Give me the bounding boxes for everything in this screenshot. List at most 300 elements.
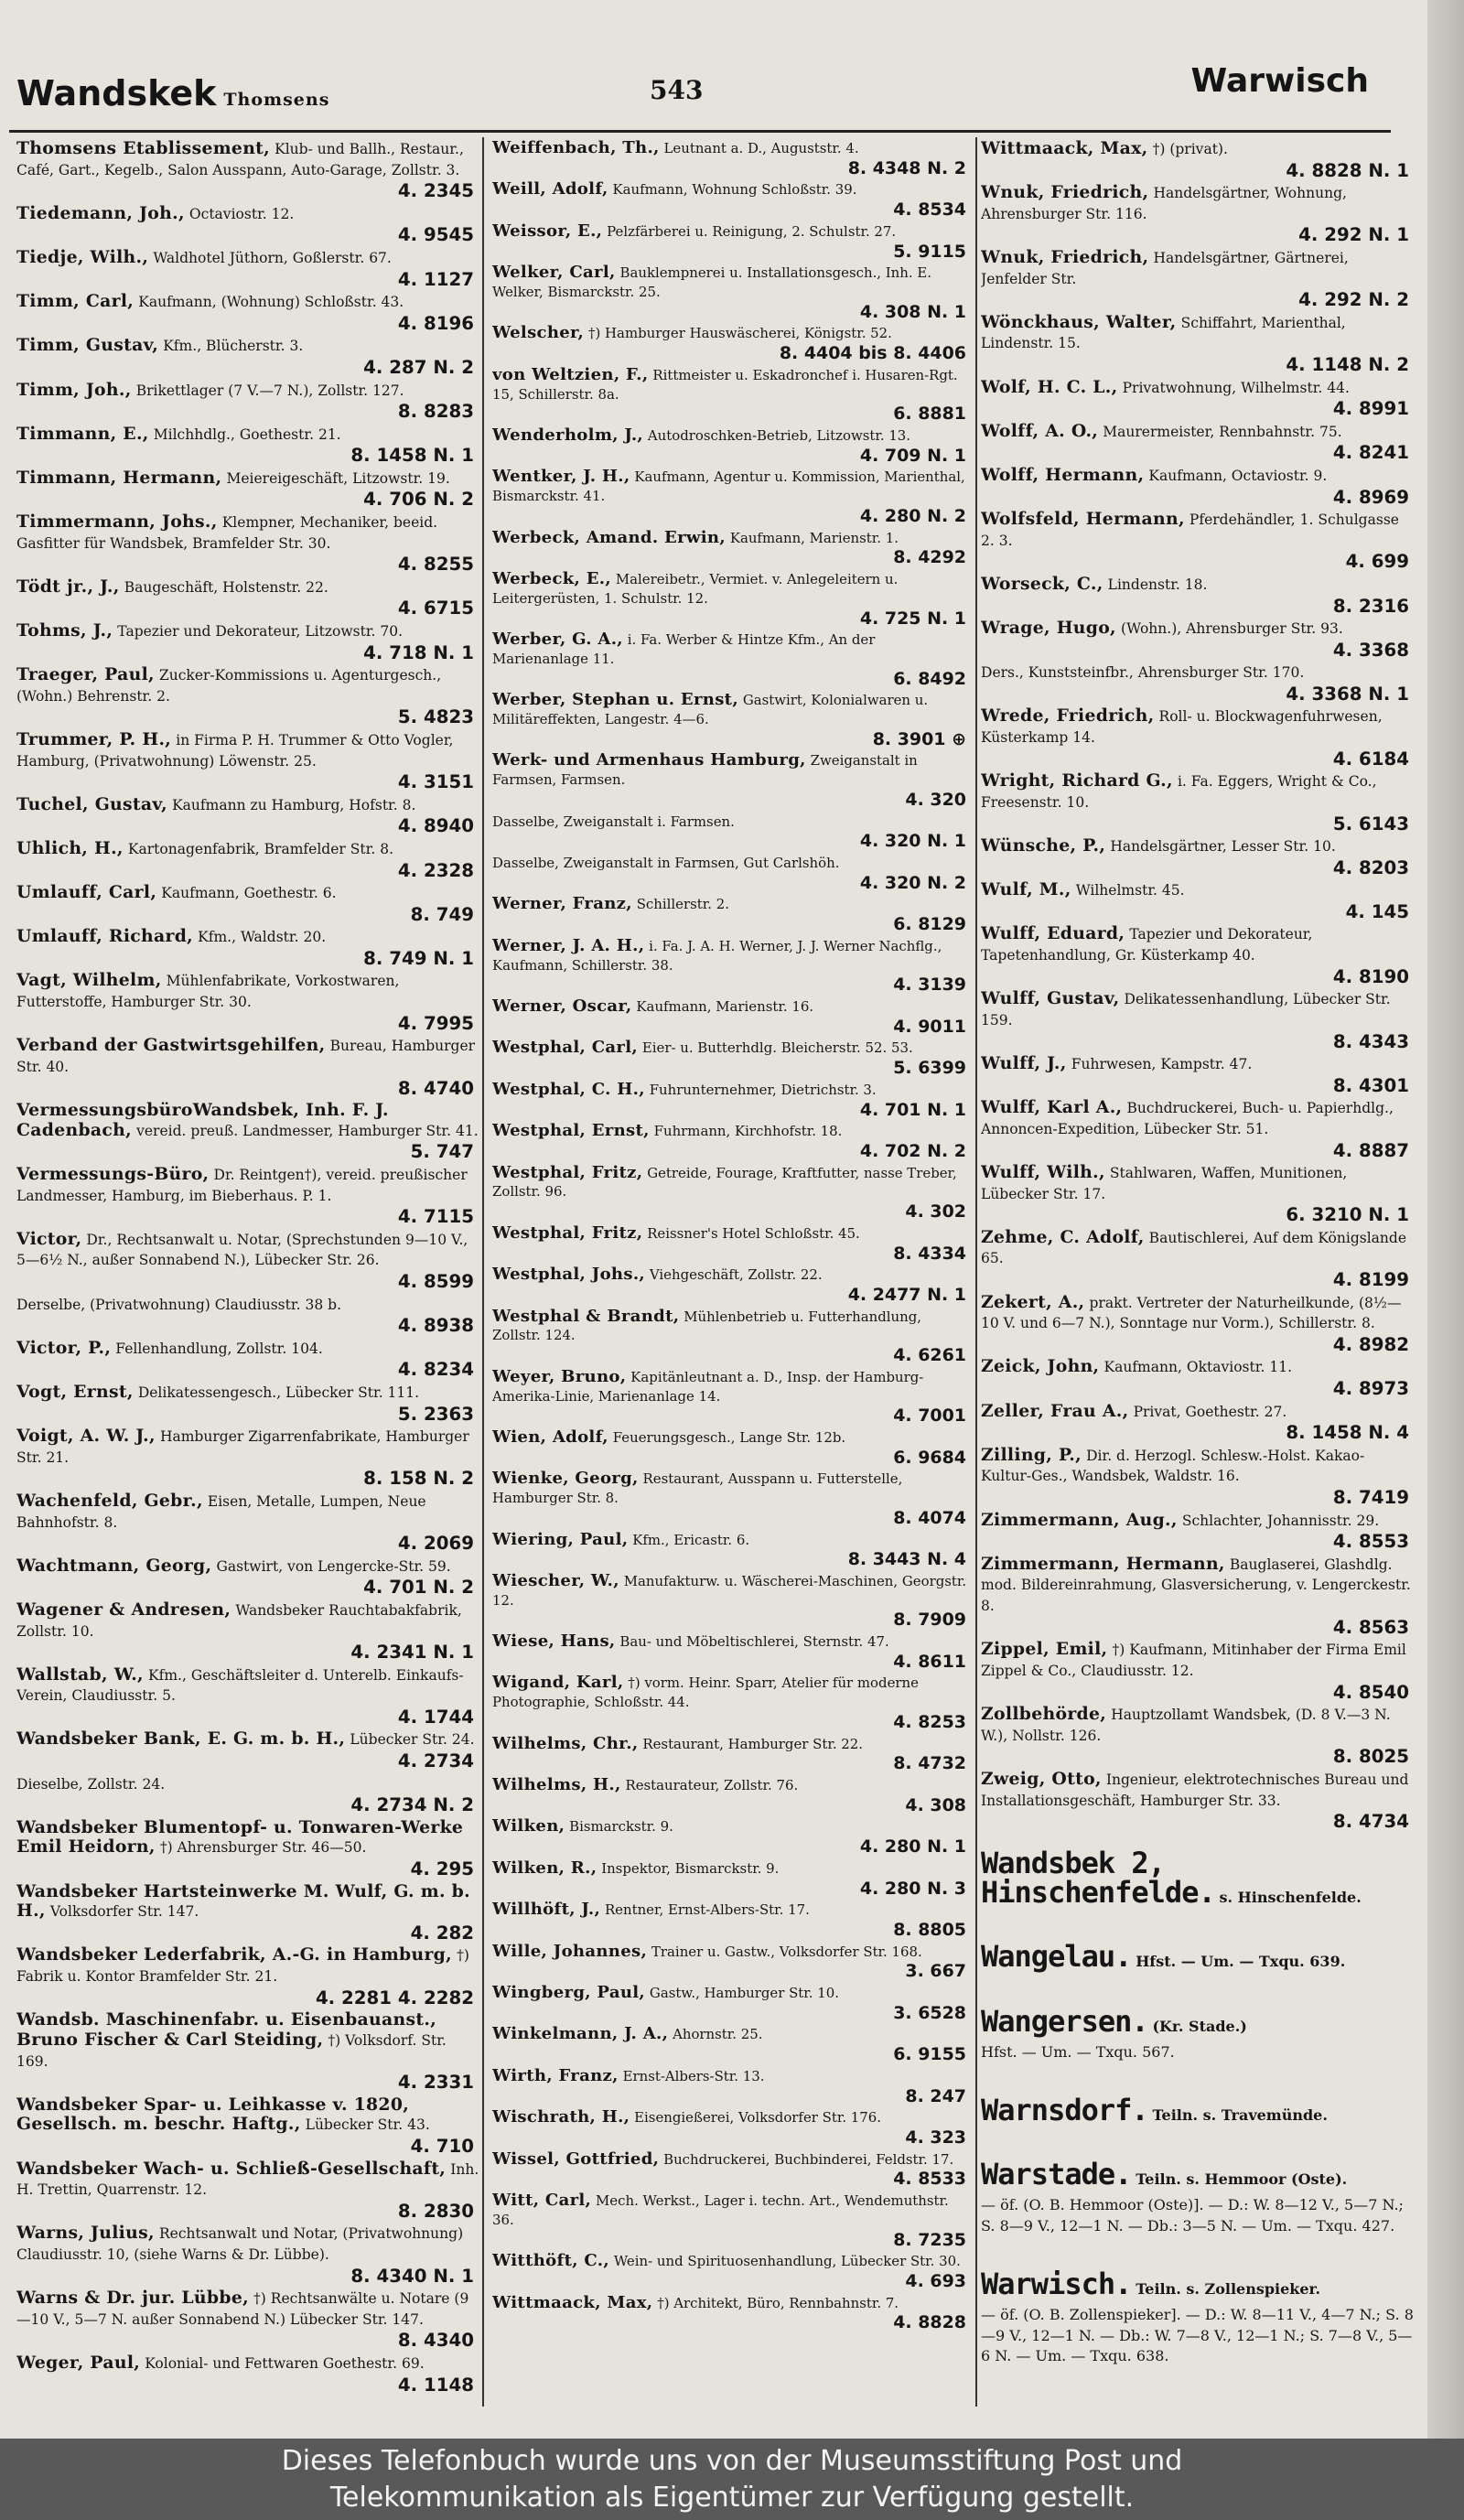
directory-entry <box>16 1230 479 1293</box>
entry-name: Umlauff, Richard, <box>16 926 194 947</box>
entry-description: †) Rechtsanwälte u. Notare (9—10 V., 5—7 N. außer Sonnabend N.) Lübecker Str. 147. <box>16 2290 469 2328</box>
entry-phone-number: 4. 8973 <box>1332 1378 1409 1400</box>
entry-phone-number: 6. 8881 <box>893 404 966 425</box>
directory-entry <box>16 971 479 1034</box>
entry-description: Tapezier und Dekorateur, Litzowstr. 70. <box>117 623 404 640</box>
entry-description: Kfm., Waldstr. 20. <box>198 929 327 946</box>
directory-entry <box>492 895 972 934</box>
entry-phone-number: 4. 6261 <box>893 1345 966 1366</box>
entry-phone-number: 4. 320 N. 2 <box>859 872 966 893</box>
entry-name: Wien, Adolf, <box>492 1427 608 1447</box>
directory-entry <box>492 1039 972 1078</box>
directory-entry <box>981 1098 1415 1161</box>
entry-name: Werbeck, Amand. Erwin, <box>492 527 726 547</box>
directory-entry <box>981 989 1415 1052</box>
entry-phone-number: 4. 2345 <box>397 180 474 202</box>
entry-phone-number: 8. 749 <box>410 903 474 925</box>
directory-entry <box>492 937 972 996</box>
entry-description: Feuerungsgesch., Lange Str. 12b. <box>612 1428 846 1446</box>
entry-description: Restaurant, Ausspann u. Futterstelle, Hamburger Str. 8. <box>492 1470 903 1507</box>
directory-entry <box>492 1428 972 1468</box>
directory-entry <box>492 854 972 893</box>
place-info: Teiln. s. Travemünde. <box>1152 2105 1328 2124</box>
entry-phone-number: 4. 323 <box>905 2127 966 2148</box>
entry-name: Wittmaack, Max, <box>981 139 1148 158</box>
place-name: Warstade. <box>981 2157 1132 2192</box>
entry-description: Wandsbeker Rauchtabakfabrik, Zollstr. 10. <box>16 1601 462 1640</box>
entry-name: Wulff, Wilh., <box>981 1162 1105 1183</box>
entry-phone-number: 4. 280 N. 3 <box>859 1878 966 1899</box>
entry-phone-number: 4. 7001 <box>893 1405 966 1427</box>
entry-name: Uhlich, H., <box>16 837 124 858</box>
entry-description: Ders., Kunststeinfbr., Ahrensburger Str. 170. <box>981 664 1305 682</box>
entry-description: Eisengießerei, Volksdorfer Str. 176. <box>634 2109 881 2127</box>
entry-phone-number: 4. 701 N. 2 <box>363 1577 474 1599</box>
entry-name: Victor, P., <box>16 1337 112 1358</box>
column-divider <box>482 137 484 2407</box>
directory-entry <box>492 468 972 526</box>
directory-entry <box>492 1735 972 1774</box>
entry-description: Wilhelmstr. 45. <box>1075 882 1185 899</box>
entry-phone-number: 6. 8492 <box>893 668 966 689</box>
entry-description: Lübecker Str. 43. <box>305 2116 430 2134</box>
place-info: s. Hinschenfelde. <box>1219 1889 1362 1907</box>
directory-entry <box>16 2224 479 2287</box>
entry-description: Pelzfärberei u. Reinigung, 2. Schulstr. 27. <box>607 222 897 240</box>
entry-phone-number: 6. 3210 N. 1 <box>1286 1204 1409 1226</box>
entry-name: Wnuk, Friedrich, <box>981 246 1149 267</box>
directory-entry <box>492 1674 972 1732</box>
entry-phone-number: 8. 8805 <box>893 1920 966 1941</box>
entry-name: Witt, Carl, <box>492 2190 592 2210</box>
entry-name: Warns & Dr. jur. Lübbe, <box>16 2288 249 2309</box>
entry-phone-number: 4. 280 N. 1 <box>859 1836 966 1858</box>
entry-phone-number: 4. 9011 <box>893 1016 966 1037</box>
entry-phone-number: 4. 2331 <box>397 2072 474 2094</box>
entry-description: Bauklempnerei u. Installationsgesch., Inh. E. Welker, Bismarckstr. 25. <box>492 264 931 300</box>
directory-entry <box>16 204 479 246</box>
directory-entry <box>492 2025 972 2064</box>
entry-description: †) vorm. Heinr. Sparr, Atelier für moderne Photographie, Schloßstr. 44. <box>492 1675 919 1711</box>
directory-entry <box>981 422 1415 464</box>
directory-entry <box>981 466 1415 508</box>
page-edge <box>1427 0 1464 2439</box>
entry-phone-number: 4. 1744 <box>397 1706 474 1728</box>
entry-phone-number: 4. 699 <box>1345 551 1409 573</box>
entry-name: Wulf, M., <box>981 879 1071 900</box>
entry-description: Gastwirt, Kolonialwaren u. Militäreffekten, Langestr. 4—6. <box>492 692 929 728</box>
entry-phone-number: 4. 145 <box>1345 900 1409 922</box>
entry-phone-number: 8. 7909 <box>893 1610 966 1631</box>
entry-description: Ingenieur, elektrotechnisches Bureau und Installationsgeschäft, Hamburger Str. 33. <box>981 1771 1409 1809</box>
directory-entry <box>492 1531 972 1570</box>
entry-description: Wein- und Spirituosenhandlung, Lübecker Str. 30. <box>613 2253 961 2270</box>
entry-phone-number: 8. 4301 <box>1332 1074 1409 1096</box>
entry-name: Zippel, Emil, <box>981 1639 1108 1660</box>
directory-entry <box>492 1470 972 1528</box>
directory-entry <box>492 180 972 220</box>
directory-entry <box>16 512 479 576</box>
entry-phone-number: 4. 8828 N. 1 <box>1286 159 1409 181</box>
entry-description: Klempner, Mechaniker, beeid. Gasfitter für Wandsbek, Bramfelder Str. 30. <box>16 514 438 552</box>
entry-phone-number: 4. 8196 <box>397 312 474 334</box>
entry-name: Wrede, Friedrich, <box>981 705 1155 727</box>
entry-name: Wissel, Gottfried, <box>492 2148 660 2169</box>
entry-phone-number: 8. 2830 <box>397 2200 474 2222</box>
entry-name: Timm, Gustav, <box>16 335 159 356</box>
header-rule <box>9 130 1391 133</box>
entry-name: Welker, Carl, <box>492 263 616 283</box>
entry-name: Zimmermann, Hermann, <box>981 1553 1225 1574</box>
entry-name: Wingberg, Paul, <box>492 1983 646 2002</box>
entry-description: Dasselbe, Zweiganstalt i. Farmsen. <box>492 813 735 830</box>
entry-name: Wittmaack, Max, <box>492 2292 653 2312</box>
entry-name: Zimmermann, Aug., <box>981 1509 1178 1530</box>
directory-entry <box>492 264 972 322</box>
entry-description: Manufakturw. u. Wäscherei-Maschinen, Georgstr. 12. <box>492 1572 967 1609</box>
entry-name: Timmermann, Johs., <box>16 512 218 533</box>
entry-description: Reissner's Hotel Schloßstr. 45. <box>647 1224 860 1242</box>
directory-entry <box>492 1368 972 1427</box>
directory-entry <box>16 883 479 925</box>
directory-entry <box>16 2288 479 2352</box>
entry-phone-number: 4. 701 N. 1 <box>859 1099 966 1120</box>
entry-description: †) Kaufmann, Mitinhaber der Firma Emil Zippel & Co., Claudiusstr. 12. <box>981 1642 1406 1679</box>
entry-description: Kaufmann, Octaviostr. 9. <box>1148 467 1328 484</box>
entry-phone-number: 4. 718 N. 1 <box>363 641 474 663</box>
directory-entry <box>492 222 972 262</box>
entry-phone-number: 4. 8540 <box>1332 1681 1409 1703</box>
entry-name: Tohms, J., <box>16 620 113 641</box>
entry-name: Willhöft, J., <box>492 1900 601 1920</box>
entry-name: Wachenfeld, Gebr., <box>16 1490 203 1511</box>
entry-description: †) Fabrik u. Kontor Bramfelder Str. 21. <box>16 1947 469 1986</box>
entry-phone-number: 4. 8234 <box>397 1359 474 1381</box>
entry-name: Wilhelms, H., <box>492 1775 621 1795</box>
directory-entry <box>16 927 479 969</box>
entry-phone-number: 4. 292 N. 1 <box>1298 224 1409 246</box>
entry-name: Voigt, A. W. J., <box>16 1426 156 1447</box>
footer-line-2: Telekommunikation als Eigentümer zur Verfügung gestellt. <box>329 2482 1135 2514</box>
directory-entry <box>492 997 972 1037</box>
directory-entry <box>16 665 479 728</box>
entry-name: Wiese, Hans, <box>492 1632 616 1652</box>
entry-phone-number: 8. 749 N. 1 <box>363 947 474 969</box>
entry-phone-number: 4. 8938 <box>397 1315 474 1337</box>
entry-description: Bismarckstr. 9. <box>569 1818 673 1836</box>
entry-name: Wrage, Hugo, <box>981 618 1116 639</box>
entry-description: Zweiganstalt in Farmsen, Farmsen. <box>492 752 918 789</box>
header-left-title: Wandskek Thomsens <box>16 73 330 113</box>
entry-phone-number: 3. 6528 <box>893 2002 966 2023</box>
entry-description: Kaufmann, Marienstr. 1. <box>729 529 899 546</box>
place-name: Warnsdorf. <box>981 2092 1148 2127</box>
entry-name: Welscher, <box>492 323 585 343</box>
entry-description: Eier- u. Butterhdlg. Bleicherstr. 52. 53. <box>641 1039 913 1057</box>
entry-name: Zollbehörde, <box>981 1704 1107 1725</box>
entry-phone-number: 4. 2341 N. 1 <box>350 1642 474 1664</box>
entry-phone-number: 4. 320 N. 1 <box>859 831 966 852</box>
place-name: Warwisch. <box>981 2266 1132 2301</box>
entry-name: Weyer, Bruno, <box>492 1366 627 1386</box>
entry-description: Kolonial- und Fettwaren Goethestr. 69. <box>145 2354 425 2372</box>
directory-entry <box>981 378 1415 420</box>
directory-entry <box>981 1054 1415 1096</box>
place-entry <box>981 1845 1415 1911</box>
place-entry <box>981 2157 1415 2237</box>
entry-description: prakt. Vertreter der Naturheilkunde, (8½—10 V. und 6—7 N.), Sonntage nur Vorm.), Schillerstr. 8. <box>981 1294 1402 1332</box>
entry-name: Wienke, Georg, <box>492 1469 639 1489</box>
entry-description: Rechtsanwalt und Notar, (Privatwohnung) Claudiusstr. 10, (siehe Warns & Dr. Lübbe). <box>16 2225 464 2263</box>
entry-name: Warns, Julius, <box>16 2223 155 2244</box>
directory-entry <box>492 324 972 363</box>
directory-entry <box>16 2353 479 2396</box>
entry-name: Zweig, Otto, <box>981 1768 1102 1789</box>
entry-name: Zeick, John, <box>981 1356 1100 1377</box>
entry-description: Fuhrunternehmer, Dietrichstr. 3. <box>649 1081 877 1098</box>
directory-entry <box>16 1383 479 1425</box>
entry-phone-number: 4. 8828 <box>893 2312 966 2333</box>
place-info: Hfst. — Um. — Txqu. 639. <box>1136 1953 1346 1971</box>
entry-description: Fuhrmann, Kirchhofstr. 18. <box>653 1123 843 1140</box>
directory-entry <box>16 1665 479 1728</box>
directory-entry <box>492 1817 972 1857</box>
entry-phone-number: 5. 6143 <box>1332 813 1409 835</box>
entry-phone-number: 4. 295 <box>410 1858 474 1880</box>
entry-description: Ernst-Albers-Str. 13. <box>622 2067 765 2084</box>
directory-entry <box>16 292 479 334</box>
entry-name: Zilling, P., <box>981 1444 1082 1465</box>
entry-description: Kfm., Ericastr. 6. <box>632 1531 750 1548</box>
entry-description: Kapitänleutnant a. D., Insp. der Hamburg-Amerika-Linie, Marienanlage 14. <box>492 1368 924 1405</box>
directory-entry <box>981 1402 1415 1444</box>
directory-entry <box>981 1705 1415 1768</box>
entry-name: Tuchel, Gustav, <box>16 793 167 814</box>
entry-description: (Wohn.), Ahrensburger Str. 93. <box>1121 620 1343 638</box>
entry-name: Wönckhaus, Walter, <box>981 311 1177 332</box>
entry-name: Wallstab, W., <box>16 1664 144 1685</box>
entry-name: Westphal, Fritz, <box>492 1222 643 1243</box>
entry-description: Buchdruckerei, Buchbinderei, Feldstr. 17. <box>663 2150 954 2168</box>
entry-name: Weger, Paul, <box>16 2352 141 2373</box>
directory-entry <box>981 313 1415 376</box>
place-info: Teiln. s. Hemmoor (Oste). <box>1136 2170 1348 2189</box>
entry-phone-number: 4. 282 <box>410 1922 474 1944</box>
entry-name: Wolf, H. C. L., <box>981 376 1118 397</box>
entry-description: Meiereigeschäft, Litzowstr. 19. <box>226 469 450 487</box>
entry-description: Kaufmann, Agentur u. Kommission, Marienthal, Bismarckstr. 41. <box>492 468 965 505</box>
entry-name: Westphal, Johs., <box>492 1265 645 1285</box>
place-name: Wangelau. <box>981 1939 1132 1975</box>
entry-description: Bauglaserei, Glashdlg. mod. Bildereinrahmung, Glasversicherung, v. Lengerckestr. 8. <box>981 1556 1411 1615</box>
entry-name: Werber, G. A., <box>492 630 623 650</box>
entry-phone-number: 4. 7115 <box>397 1206 474 1228</box>
entry-name: Wille, Johannes, <box>492 1941 648 1961</box>
entry-description: Lübecker Str. 24. <box>350 1731 475 1749</box>
entry-description: Volksdorfer Str. 147. <box>49 1903 199 1921</box>
entry-phone-number: 4. 308 <box>905 1794 966 1815</box>
entry-phone-number: 8. 4734 <box>1332 1811 1409 1833</box>
entry-name: Westphal, C. H., <box>492 1079 645 1099</box>
entry-phone-number: 4. 8241 <box>1332 442 1409 464</box>
entry-description: Waldhotel Jüthorn, Goßlerstr. 67. <box>153 249 392 266</box>
place-detail: Hfst. — Um. — Txqu. 567. <box>981 2043 1175 2062</box>
entry-phone-number: 4. 709 N. 1 <box>859 445 966 466</box>
entry-name: Westphal, Fritz, <box>492 1162 643 1182</box>
entry-description: Kfm., Geschäftsleiter d. Unterelb. Einkaufs-Verein, Claudiusstr. 5. <box>16 1666 464 1705</box>
directory-entry <box>16 1945 479 2008</box>
directory-entry <box>492 751 972 810</box>
header-right-title: Warwisch <box>1190 62 1369 100</box>
entry-phone-number: 8. 158 N. 2 <box>363 1468 474 1490</box>
directory-entry <box>492 366 972 425</box>
entry-name: Wenderholm, J., <box>492 425 644 445</box>
entry-description: Inspektor, Bismarckstr. 9. <box>601 1859 780 1877</box>
directory-entry <box>16 1295 479 1337</box>
entry-description: Privat, Goethestr. 27. <box>1133 1403 1287 1420</box>
entry-phone-number: 4. 2328 <box>397 859 474 881</box>
header-left-subtitle: Thomsens <box>223 90 330 110</box>
directory-entry <box>981 1555 1415 1638</box>
directory-entry <box>16 730 479 793</box>
entry-phone-number: 4. 8982 <box>1332 1333 1409 1355</box>
directory-entry <box>16 1339 479 1381</box>
entry-description: †) Volksdorf. Str. 169. <box>16 2031 447 2070</box>
entry-phone-number: 8. 8283 <box>397 401 474 423</box>
entry-description: Trainer u. Gastw., Volksdorfer Str. 168. <box>651 1943 922 1960</box>
directory-entry <box>16 1492 479 1555</box>
entry-phone-number: 8. 4404 bis 8. 4406 <box>779 343 966 364</box>
directory-entry <box>492 529 972 568</box>
entry-description: Rentner, Ernst-Albers-Str. 17. <box>604 1901 810 1919</box>
place-entry <box>981 2003 1415 2063</box>
directory-entry <box>981 1446 1415 1509</box>
directory-entry <box>981 1511 1415 1553</box>
entry-name: Wigand, Karl, <box>492 1673 624 1693</box>
entry-phone-number: 5. 2363 <box>397 1403 474 1425</box>
place-entry <box>981 2092 1415 2127</box>
entry-description: Viehgeschäft, Zollstr. 22. <box>649 1266 823 1284</box>
entry-phone-number: 3. 667 <box>905 1961 966 1982</box>
entry-description: †) Hamburger Hauswäscherei, Königstr. 52. <box>588 325 892 342</box>
entry-description: Kartonagenfabrik, Bramfelder Str. 8. <box>127 840 394 857</box>
entry-description: Malereibetr., Vermiet. v. Anlegeleitern u. Leitergerüsten, 1. Schulstr. 12. <box>492 570 899 607</box>
entry-phone-number: 4. 320 <box>905 790 966 811</box>
entry-phone-number: 4. 3368 N. 1 <box>1286 683 1409 705</box>
entry-name: Vermessungs-Büro, <box>16 1163 210 1184</box>
entry-phone-number: 4. 8534 <box>893 199 966 221</box>
directory-entry <box>16 336 479 378</box>
entry-description: Handelsgärtner, Wohnung, Ahrensburger Str. 116. <box>981 185 1347 222</box>
directory-entry <box>981 619 1415 661</box>
directory-entry <box>981 880 1415 922</box>
entry-name: Werner, Franz, <box>492 894 632 914</box>
entry-name: Timm, Carl, <box>16 291 135 312</box>
entry-name: Werber, Stephan u. Ernst, <box>492 690 738 710</box>
entry-description: Eisen, Metalle, Lumpen, Neue Bahnhofstr. 8. <box>16 1492 426 1531</box>
directory-entry <box>492 1081 972 1120</box>
entry-description: Dr. Reintgen†), vereid. preußischer Landmesser, Hamburg, im Bieberhaus. P. 1. <box>16 1166 468 1204</box>
entry-name: Wilken, R., <box>492 1858 597 1878</box>
entry-name: Verband der Gastwirtsgehilfen, <box>16 1035 326 1056</box>
entry-name: Thomsens Etablissement, <box>16 139 271 158</box>
entry-phone-number: 4. 2069 <box>397 1533 474 1555</box>
directory-entry <box>981 575 1415 617</box>
entry-name: Wilhelms, Chr., <box>492 1733 639 1753</box>
entry-name: Westphal, Carl, <box>492 1038 638 1058</box>
entry-description: †) Architekt, Büro, Rennbahnstr. 7. <box>657 2294 899 2311</box>
entry-name: Wandsbeker Hartsteinwerke M. Wulf, G. m. b. H., <box>16 1880 470 1922</box>
entry-description: Autodroschken-Betrieb, Litzowstr. 13. <box>647 426 911 444</box>
entry-phone-number: 8. 3901 ⊕ <box>872 728 966 749</box>
directory-entry <box>492 2108 972 2148</box>
entry-phone-number: 4. 2734 <box>397 1750 474 1772</box>
entry-phone-number: 4. 3139 <box>893 975 966 996</box>
entry-description: Schlachter, Johannisstr. 29. <box>1181 1512 1380 1529</box>
entry-description: Dr., Rechtsanwalt u. Notar, (Sprechstunden 9—10 V., 5—6½ N., außer Sonnabend N.), Lübecker Str. 26. <box>16 1231 468 1269</box>
entry-name: Weill, Adolf, <box>492 179 608 199</box>
entry-name: Wandsb. Maschinenfabr. u. Eisenbauanst., Bruno Fischer & Carl Steiding, <box>16 2009 437 2050</box>
entry-name: Zeller, Frau A., <box>981 1400 1129 1421</box>
directory-entry <box>492 1859 972 1899</box>
entry-name: Wulff, Eduard, <box>981 923 1125 944</box>
entry-phone-number: 5. 747 <box>410 1141 474 1163</box>
entry-phone-number: 4. 8991 <box>1332 398 1409 420</box>
directory-entry <box>492 1122 972 1161</box>
entry-description: Bau- und Möbeltischlerei, Sternstr. 47. <box>619 1633 889 1651</box>
directory-entry <box>981 1640 1415 1703</box>
entry-phone-number: 8. 1458 N. 1 <box>350 445 474 467</box>
entry-phone-number: 4. 7995 <box>397 1012 474 1034</box>
entry-phone-number: 8. 8025 <box>1332 1746 1409 1768</box>
entry-description: Restaurant, Hamburger Str. 22. <box>642 1735 864 1752</box>
entry-name: Trummer, P. H., <box>16 728 172 749</box>
entry-phone-number: 4. 1148 N. 2 <box>1286 354 1409 376</box>
entry-phone-number: 4. 280 N. 2 <box>859 505 966 526</box>
entry-phone-number: 4. 1148 <box>397 2374 474 2396</box>
column-3-entries <box>981 139 1415 1833</box>
directory-entry <box>492 570 972 629</box>
directory-entry <box>16 2159 479 2223</box>
directory-entry <box>981 1770 1415 1833</box>
entry-phone-number: 4. 292 N. 2 <box>1298 289 1409 311</box>
entry-phone-number: 4. 8611 <box>893 1651 966 1672</box>
directory-entry <box>16 1882 479 1944</box>
entry-name: Zehme, C. Adolf, <box>981 1226 1145 1247</box>
entry-description: Mühlenbetrieb u. Futterhandlung, Zollstr. 124. <box>492 1308 922 1344</box>
entry-name: Worseck, C., <box>981 573 1103 594</box>
directory-entry <box>16 795 479 837</box>
directory-entry <box>16 577 479 619</box>
entry-name: Timmann, E., <box>16 423 149 444</box>
directory-entry <box>492 2252 972 2291</box>
entry-phone-number: 8. 4343 <box>1332 1030 1409 1052</box>
entry-phone-number: 8. 4732 <box>893 1753 966 1774</box>
entry-description: Delikatessengesch., Lübecker Str. 111. <box>137 1384 420 1401</box>
entry-name: Wilken, <box>492 1816 565 1836</box>
directory-entry <box>981 836 1415 878</box>
entry-description: Gastwirt, von Lengercke-Str. 59. <box>216 1557 451 1575</box>
directory-entry <box>981 248 1415 311</box>
directory-entry <box>16 2095 479 2158</box>
entry-name: Tödt jr., J., <box>16 576 120 597</box>
place-info: (Kr. Stade.) <box>1152 2017 1247 2035</box>
places-section <box>981 1845 1415 2367</box>
directory-entry <box>492 1943 972 1982</box>
entry-description: Kaufmann zu Hamburg, Hofstr. 8. <box>172 796 416 813</box>
directory-entry <box>16 425 479 467</box>
entry-phone-number: 4. 287 N. 2 <box>363 356 474 378</box>
